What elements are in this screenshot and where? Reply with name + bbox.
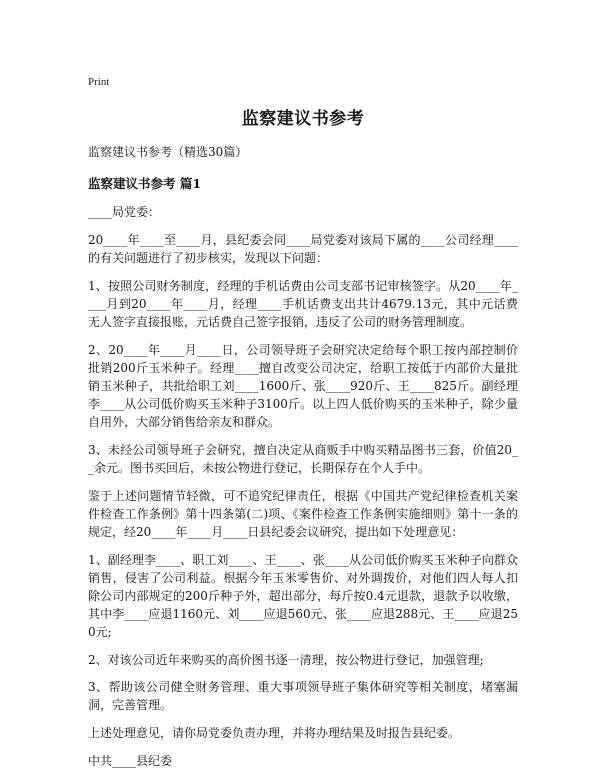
action-1-paragraph: 1、副经理李____、职工刘____、王____、张____从公司低价购买玉米种子向群众销售，侵害了公司利益。根据今年玉米零售价、对外调拨价，对他们四人每人扣除公司内部规定的200斤种子外，超出部分，每斤按0.4元退款，退款予以收缴，其中李____应退1160元、刘____应退560元、张____应退288元、王____应退250元; [88, 553, 518, 639]
issue-2-paragraph: 2、20____年____月____日，公司领导班子会研究决定给每个职工按内部控制价批销200斤玉米种子。经理____擅自改变公司决定，给职工按低于内部价大量批销玉米种子，共批给职工刘____1600斤、张____920斤、王____825斤。副经理李____从公司低价购买玉米种子3100斤。以上四人低价购买的玉米种子，除少量自用外，大部分销售给亲友和群众。 [88, 343, 518, 429]
closing-paragraph: 上述处理意见，请你局党委负责办理，并将办理结果及时报告县纪委。 [88, 726, 461, 740]
salutation: ____局党委： [88, 205, 161, 219]
document-subtitle: 监察建议书参考（精选30篇） [88, 145, 248, 159]
action-2-paragraph: 2、对该公司近年来购买的高价图书逐一清理，按公物进行登记，加强管理; [88, 653, 484, 667]
print-link[interactable]: Print [88, 76, 110, 88]
basis-paragraph: 鉴于上述问题情节轻微，可不追究纪律责任，根据《中国共产党纪律检查机关案件检查工作条例》第十四条第(二)项、《案件检查工作条例实施细则》第十一条的规定，经20____年____月____日县纪委会议研究，提出如下处理意见： [88, 489, 518, 539]
action-3-paragraph: 3、帮助该公司健全财务管理、重大事项领导班子集体研究等相关制度，堵塞漏洞，完善管理。 [88, 680, 518, 712]
signature-line: 中共____县纪委 [88, 754, 173, 768]
issue-3-paragraph: 3、未经公司领导班子会研究，擅自决定从商贩手中购买精品图书三套，价值20__余元。图书买回后，未按公物进行登记，长期保存在个人手中。 [88, 443, 518, 475]
section-heading: 监察建议书参考 篇1 [88, 176, 202, 191]
document-title: 监察建议书参考 [241, 109, 365, 129]
issue-1-paragraph: 1、按照公司财务制度，经理的手机话费由公司支部书记审核签字。从20____年____月到20____年____月，经理____手机话费支出共计4679.13元，其中元话费无人签字直接报账，元话费自己签字报销，违反了公司的财务管理制度。 [88, 279, 518, 329]
intro-paragraph: 20____年____至____月，县纪委会同____局党委对该局下属的____公司经理____的有关问题进行了初步核实，发现以下问题： [88, 233, 518, 265]
